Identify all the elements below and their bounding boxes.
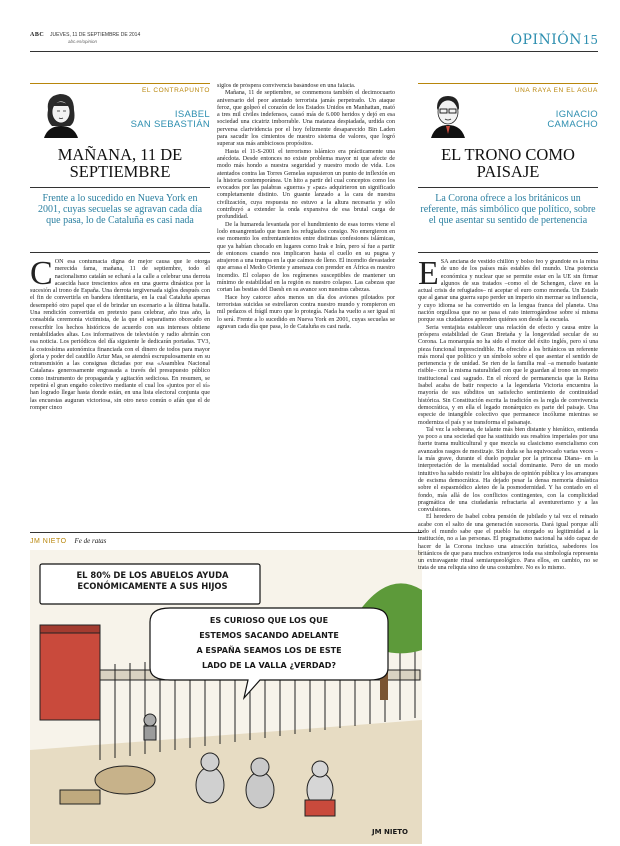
author-last-name: SAN SEBASTIÁN — [130, 119, 210, 130]
bubble-line-4: LADO DE LA VALLA ¿VERDAD? — [201, 661, 337, 670]
caption-line-1: EL 80% DE LOS ABUELOS AYUDA — [76, 570, 229, 580]
page-header — [30, 30, 598, 52]
cartoon-signature: JM NIETO — [372, 828, 408, 836]
cartoon-illustration — [30, 550, 422, 844]
author-portrait — [38, 90, 84, 138]
cartoon-label — [30, 537, 422, 545]
article-headline — [30, 146, 210, 181]
paragraph: Mañana, 11 de septiembre, se conmemora también el decimocuarto aniversario del peor atentado terrorista jamás perpetrado. Un ataque feroz, que golpeó el corazón de los Estados Unidos en Manhattan, mató a tres mil civiles indefensos, causó más de 6.000 heridos y dejó en esa sociedad una cicatriz imborrable. Una matanza despiadada, urdida con perversa clarividencia por el hoy felizmente desaparecido Bin Laden para sacudir los cimientos de nuestro sistema de valores, que logró superar sus más ambiciosos propósitos. — [217, 90, 395, 148]
author-portrait — [425, 90, 471, 138]
headline-line-1: MAÑANA, 11 DE — [57, 145, 183, 164]
bubble-line-2: ESTEMOS SACANDO ADELANTE — [199, 631, 339, 640]
paragraph: Hasta el 11-S-2001 el terrorismo islámico era prácticamente una anécdota. Desde entonces no existe problema mayor ni que afecte de modo más hondo a nuestra seguridad y nuestro modo de vida. Los atentados contra las Torres Gemelas supusieron un punto de inflexión en la historia contemporánea. Un hito a partir del cual conceptos como los evocados por las palabras «guerra» y «paz» adquirieron un significado completamente distinto. Un guante lanzado a la cara de nuestra civilización, cuya respuesta no estuvo a la altura necesaria y sólo contribuyó a extender la onda expansiva de esa brutal carga de profundidad. — [217, 148, 395, 221]
author-first-name: IGNACIO — [555, 109, 598, 120]
portrait-illustration-icon — [38, 90, 84, 138]
author-byline — [100, 110, 210, 130]
article-body-col2 — [217, 83, 395, 523]
article-subhead: Frente a lo sucedido en Nueva York en 2001, cuyas secuelas se agravan cada día que pasa, lo de Cataluña es casi nada — [37, 193, 203, 227]
cartoon-caption — [50, 570, 255, 592]
section-title: OPINIÓN — [510, 32, 582, 48]
paragraph: De la humareda levantada por el hundimiento de esas torres viene el lodo ensangrentado que traen los refugiados consigo. No emergieron en ese momento los enfrentamientos entre distintas confesiones islámicas, que ya habían chocado en lugares como Irak e Irán, pero sí fue a partir de entonces cuando nos implicaron hasta el cuello en su pugna y atrajeron a una trampa en la que caímos de lleno. El incendio devastador que arrasa el Medio Oriente y amenaza con prender en África es nuestro incendio. El colapso de los regímenes susceptibles de mantener un mínimo de estabilidad en la región es nuestro colapso. Las cabezas que cortan las bestias del Daesh en su avance son nuestras cabezas. — [217, 221, 395, 294]
article-subhead: La Corona ofrece a los británicos un referente, más simbólico que político, sobre el que asentar su sentido de pertenencia — [420, 193, 596, 227]
headline-line-1: EL TRONO COMO — [441, 145, 575, 164]
cartoon — [30, 550, 422, 844]
paragraph: Seria ventajista establecer una relación de efecto y causa entre la próspera estabilidad de Gran Bretaña y la longevidad secular de su Corona. La monarquía no ha sido el motor del éxito inglés, pero sí una pieza funcional imprescindible. Ha ofrecido a los británicos un referente más moral que político y un símbolo sobre el que asentar el sentido de pertenencia y de unidad. Se rien de la familia real –a menudo bastante risible– con la misma naturalidad con que le guardan al trono un respeto institucional casi sagrado. En el récord de permanencia que la Reina Isabel acaba de batir respecto a la legendaria Victoria encuentra la mayoría de sus súbditos un satisfecho sentimiento de continuidad histórica. Sin Constitución escrita la tradición es la regla de convivencia democrática, y en ella el legado monárquico es parte del paisaje. Una especie de intangible colectivo que permanece incólume mientras se moderniza el país y se transforma el paisanaje. — [418, 324, 598, 426]
author-byline — [488, 110, 598, 130]
column-kicker: UNA RAYA EN EL AGUA — [418, 83, 598, 94]
paragraph: SA anciana de vestido chillón y bolso feo y grandote es la reina de uno de los países más estables del mundo. Una potencia económica y nuclear que se permite estar en la UE sin firmar algunos de sus tratados –como el de Schengen, clave en la actual crisis de refugiados– ni aceptar el euro como moneda. Un Estado que al ganar una guerra supo perder un imperio sin mermar su influencia, y cuyo idioma se ha convertido en la lengua franca del planeta. Una nación orgullosa que no se pasa el rato interrogándose sobre sí misma porque sus ciudadanos aprenden quiénes son desde la escuela. — [418, 259, 598, 324]
portrait-illustration-icon — [425, 90, 471, 138]
paragraph: Tal vez la soberana, de talante más bien distante y hierático, entienda ya poco a una sociedad que ha sustituido sus resabios imperiales por una fuerte trama multicultural y que mezcla su clasicismo esencialismo con avanzados rasgos de mestizaje. Sin duda se ha equivocado varias veces –la más grave, durante el duelo popular por la princesa Diana– en la interpretación de la mentalidad social dominante. Pero de un modo intuitivo ha sabido resistir los altibajos de opinión pública y los arranques de escisma democrática. Ha dejado pesar la densa memoria dinástica sobre el espasmódico aleteo de la posmodernidad. Y ha contado en el fondo, más allá de los conflictos contingentes, con la complicidad pragmática de una ciudadanía refractaria al aventurerismo y a las convulsiones. — [418, 426, 598, 514]
divider — [30, 252, 210, 253]
cartoon-artist: JM NIETO — [30, 538, 67, 545]
divider — [30, 532, 422, 533]
drop-cap: C — [30, 259, 53, 292]
divider — [418, 187, 598, 188]
article-headline — [418, 146, 598, 181]
paragraph: ON esa contumacia digna de mejor causa que le otorga merecida fama, mañana, 11 de septiembre, todo el nacionalismo catalán se echará a la calle a celebrar una derrota acaecida hace trescientos años en una guerra dinástica por la sucesión al trono de España. Una derrota tergiversada siglos después con el fin de convertirla en bandera identitaria, en la cual Cataluña apenas desempeñó otro papel que el de brindar un escenario a la última batalla. Una rendición convertida en pretexto para celebrar, año tras año, la consabida ceremonia victimista, de la que el separatismo obcecado en reescribir los hechos históricos de acuerdo con sus intereses obtiene rentabilidades altas. Los informativos de televisión y radio abrirán con esa noticia. Los periódicos del día siguiente le dedicarán portadas. TV3, la costosísima autonómica financiada con el dinero de todos para mayor gloria y poder del caudillo Artur Mas, se atendrá escrupulosamente en su retransmisión a las consignas dictadas por esa «Asamblea Nacional Catalana» generosamente engrasada a través del presupuesto público como instrumento de propaganda y agitación sediciosa. En resumen, se repetirá el gran engaño colectivo mediante el cual los «juntos por el sí» han logrado llegar hasta donde están, en una lista electoral conjunta que las encuestas auguran victoriosa, sin otro nexo común o afán que el de romper cinco — [30, 259, 210, 411]
bubble-line-1: ES CURIOSO QUE LOS QUE — [209, 616, 329, 625]
caption-line-2: ECONÓMICAMENTE A SUS HIJOS — [77, 581, 228, 591]
issue-date: JUEVES, 11 DE SEPTIEMBRE DE 2014 — [50, 32, 141, 38]
column-kicker: EL CONTRAPUNTO — [30, 83, 210, 94]
article-body-col1 — [30, 259, 210, 521]
divider — [30, 187, 210, 188]
article-body — [418, 259, 598, 841]
page-number: 15 — [582, 33, 598, 47]
paper-name: ABC — [30, 32, 45, 38]
headline-line-2: SEPTIEMBRE — [69, 162, 171, 182]
author-last-name: CAMACHO — [547, 119, 598, 130]
author-first-name: ISABEL — [174, 109, 210, 120]
divider — [418, 252, 598, 253]
paragraph: Hace hoy catorce años menos un día dos aviones pilotados por terroristas suicidas se estrellaron contra nuestro mundo y rompieron en mil pedazos el frágil muro que lo protegía. Nada ha vuelto a ser igual ni lo será. Frente a lo sucedido en Nueva York en 2001, cuyas secuelas se agravan cada día que pasa, lo de Cataluña es casi nada. — [217, 294, 395, 330]
paragraph: El heredero de Isabel cobra pensión de jubilado y tal vez el reinado acabe con el salto de una generación sucesoria. Dará igual porque allí todo el mundo sabe que el pueblo ha otorgado su legitimidad a la institución, no a las personas. El pragmatismo nacional ha sido capaz de hacer de la Corona incluso una atracción turística, sabedores los británicos de que para muchos extranjeros toda esa simbología representa un extravagante ritual semiarqueológico. Para ellos, en cambio, no se trata de una reliquia sino de una costumbre. No es lo mismo. — [418, 514, 598, 572]
drop-cap: E — [418, 259, 439, 292]
headline-line-2: PAISAJE — [476, 162, 540, 182]
speech-bubble — [156, 613, 382, 673]
cartoon-title: Fe de ratas — [74, 537, 107, 545]
section-url[interactable]: abc.es/opinion — [68, 39, 98, 44]
paragraph: siglos de próspera convivencia basándose en una falacia. — [217, 83, 356, 89]
bubble-line-3: A ESPAÑA SEAMOS LOS DE ESTE — [196, 646, 342, 655]
